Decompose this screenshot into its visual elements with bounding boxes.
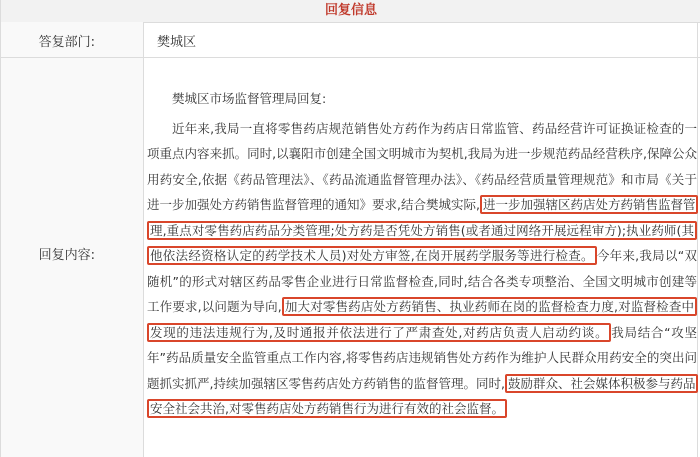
reply-paragraph — [147, 116, 697, 422]
department-label: 答复部门: — [38, 35, 95, 50]
department-value: 樊城区 — [157, 35, 197, 50]
reply-label-cell — [1, 58, 144, 457]
highlighted-text-2: 加大对零售药店处方药销售、执业药师在岗的监督检查力度,对监督检查中发现的违法违规行为,及时通报并依法进行了严肃查处,对药店负责人启动约谈。 — [147, 297, 697, 342]
reply-text-1: 近年来,我局一直将零售药店规范销售处方药作为药店日常监管、药品经营许可证换证检查的一项重点内容来抓。同时,以襄阳市创建全国文明城市为契机,我局为进一步规范药品经营秩序,保障公众用药安全,依据《药品管理法》、《药品流通监督管理办法》、《药品经营质量管理规范》和市局《关于进一步加强处方药销售监督管理的通知》要求,结合樊城实际, — [147, 120, 697, 212]
reply-text-2: 今年来,我局以“双随机”的形式对辖区药品零售企业进行日常监督检查,同时,结合各类专项整治、全国文明城市创建等工作要求,以问题为导向, — [147, 248, 697, 314]
reply-label: 回复内容: — [38, 248, 95, 263]
reply-body — [147, 86, 697, 422]
reply-text-3: 我局结合“攻坚年”药品质量安全监管重点工作内容,将零售药店违规销售处方药作为维护人民群众用药安全的突出问题抓实抓严,持续加强辖区零售药店处方药销售的监督管理。同时, — [147, 324, 697, 391]
highlighted-text-3: 鼓励群众、社会媒体积极参与药品安全社会共治,对零售药店处方药销售行为进行有效的社会监督。 — [147, 374, 698, 419]
department-label-cell — [1, 22, 144, 57]
reply-content-row — [1, 58, 700, 457]
reply-greeting: 樊城区市场监督管理局回复: — [172, 91, 327, 106]
highlighted-text-1: 进一步加强辖区药店处方药销售监督管理,重点对零售药店药品分类管理;处方药是否凭处方销售(或者通过网络开展远程审方);执业药师(其他依法经资格认定的药学技术人员)对处方审签,在岗开展药学服务等进行检查。 — [147, 195, 698, 265]
section-header: 回复信息 — [1, 0, 700, 23]
department-row — [1, 22, 700, 58]
